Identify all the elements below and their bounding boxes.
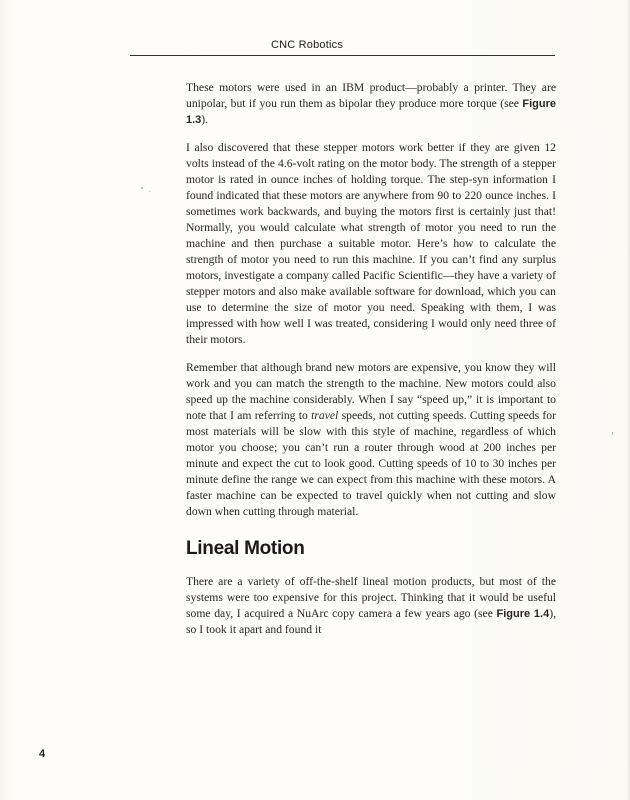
text-run: ), so I took it apart and found it xyxy=(186,607,556,636)
header-rule xyxy=(130,55,555,56)
scan-speck xyxy=(141,187,143,189)
text-run: speeds, not cutting speeds. Cutting speeds for most materials will be slow with this style of machine, regardless of which motor you choose; you can’t run a router through wood at 200 inches per minute and expect the cut to look good. Cutting speeds of 10 to 30 inches per minute define the range we can expect from this machine with these motors. A faster machine can be expected to travel quickly when not cutting and slow down when cutting through material. xyxy=(186,409,556,518)
scan-speck xyxy=(149,191,150,192)
text-run: These motors were used in an IBM product—probably a printer. They are unipolar, but if you run them as bipolar they produce more torque (see xyxy=(186,81,556,110)
section-heading: Lineal Motion xyxy=(186,538,305,559)
page-number: 4 xyxy=(39,748,46,760)
scan-speck xyxy=(612,432,613,435)
emphasis-text: travel xyxy=(311,409,339,422)
figure-reference: Figure 1.3 xyxy=(186,98,556,126)
paragraph xyxy=(186,140,556,348)
text-run: There are a variety of off-the-shelf lineal motion products, but most of the systems were too expensive for this project. Thinking that it would be useful some day, I acquired a NuArc copy camera a few years ago (see xyxy=(186,575,556,620)
text-run: ). xyxy=(201,113,209,126)
text-run: I also discovered that these stepper motors work better if they are given 12 volts instead of the 4.6-volt rating on the motor body. The strength of a stepper motor is rated in ounce inches of holding torque. The step-syn information I found indicated that these motors are anywhere from 90 to 220 ounce inches. I sometimes work backwards, and buying the motors first is certainly just that! Normally, you would calculate what strength of motor you need to run the machine and then purchase a suitable motor. Here’s how to calculate the strength of motor you need to run this machine. If you can’t find any surplus motors, investigate a company called Pacific Scientific—they have a variety of stepper motors and also make available software for download, which you can use to determine the size of motor you need. Speaking with them, I was impressed with how well I was treated, considering I would only need three of their motors. xyxy=(186,141,556,346)
figure-reference: Figure 1.4 xyxy=(496,608,550,620)
text-run: Remember that although brand new motors are expensive, you know they will work and you can match the strength to the machine. New motors could also speed up the machine considerably. When I say “speed up,” it is important to note that I am referring to xyxy=(186,361,556,422)
body-text xyxy=(186,80,556,650)
paragraph xyxy=(186,360,556,520)
paragraph xyxy=(186,574,556,638)
paragraph xyxy=(186,80,556,128)
running-header: CNC Robotics xyxy=(270,39,344,51)
